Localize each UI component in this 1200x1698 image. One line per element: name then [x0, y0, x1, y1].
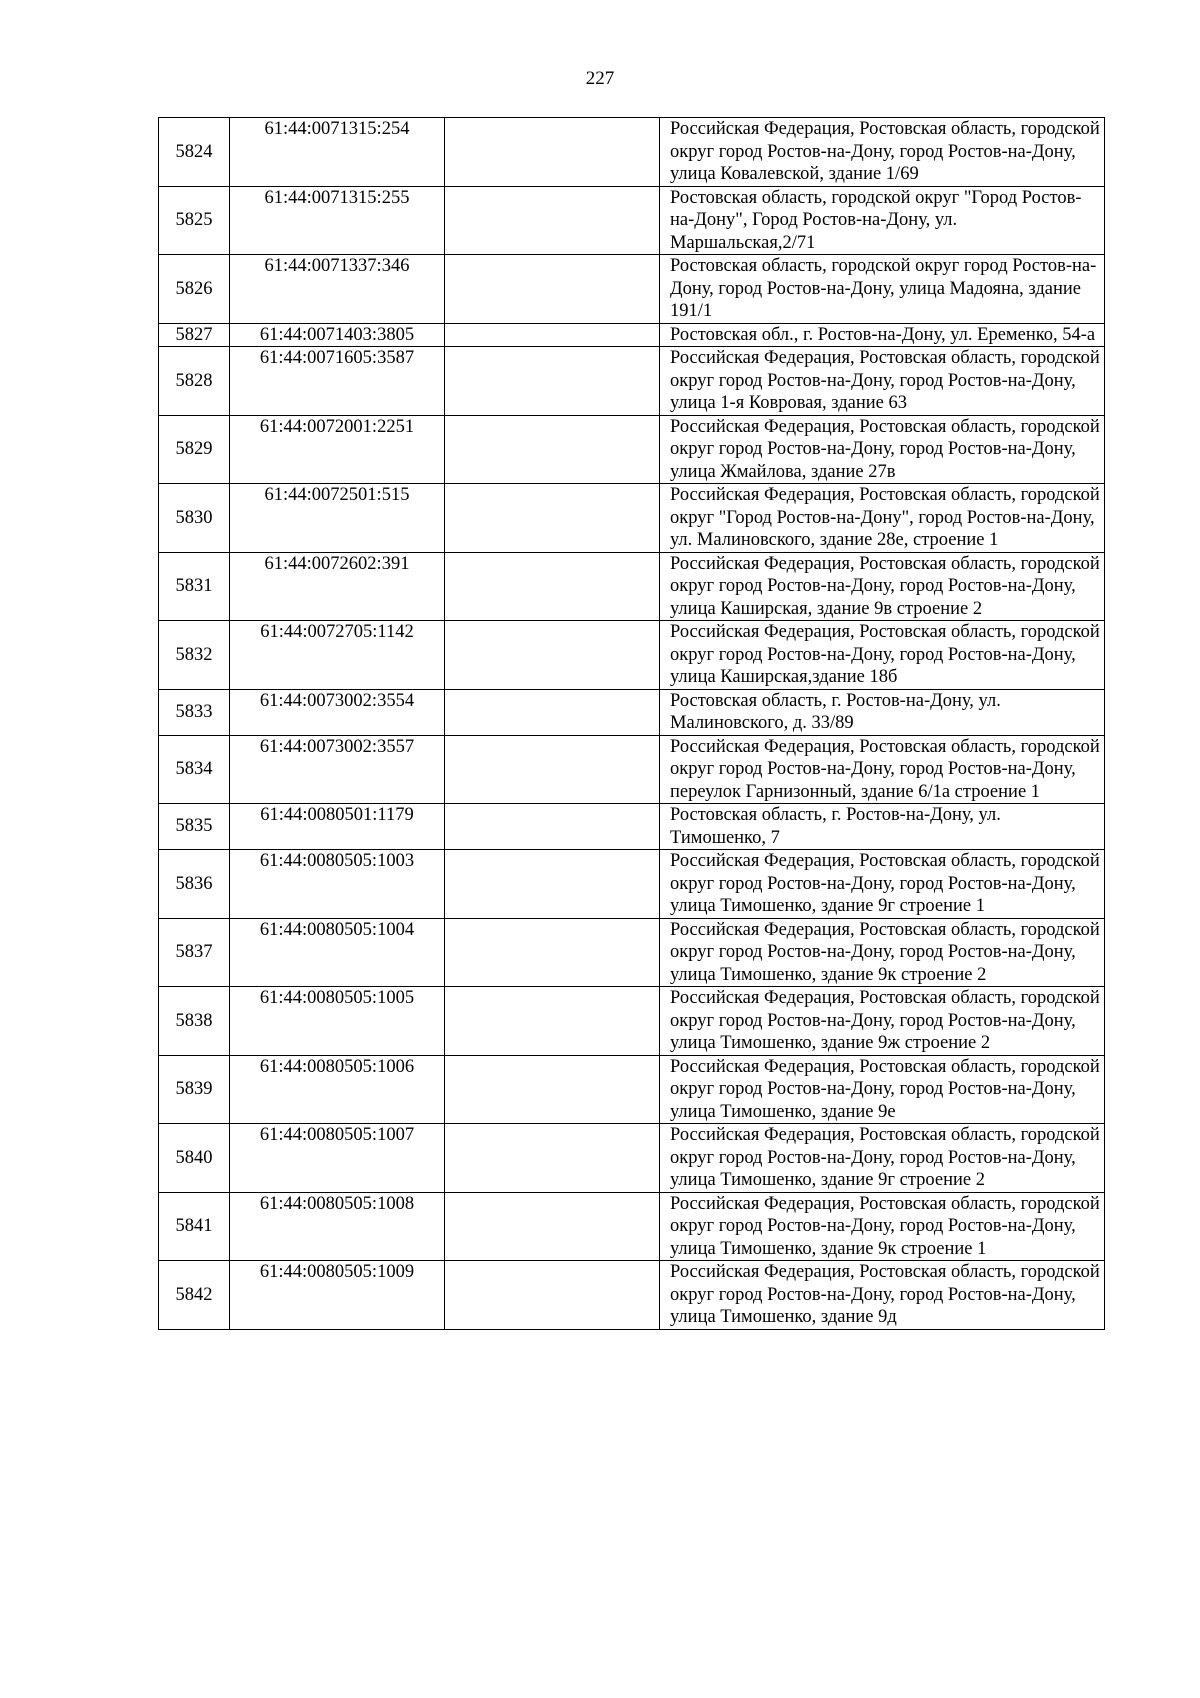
table-row [159, 1055, 1105, 1124]
table-row [159, 804, 1105, 850]
cadastral-number-cell: 61:44:0080505:1008 [230, 1192, 445, 1261]
cadastral-number-cell: 61:44:0071605:3587 [230, 347, 445, 416]
address-cell: Ростовская область, г. Ростов-на-Дону, ул. Тимошенко, 7 [660, 804, 1105, 850]
table-row [159, 850, 1105, 919]
cadastral-number-cell: 61:44:0072001:2251 [230, 415, 445, 484]
cadastral-number-cell: 61:44:0080505:1009 [230, 1261, 445, 1330]
row-number-cell: 5838 [159, 987, 230, 1056]
address-cell: Российская Федерация, Ростовская область, городской округ город Ростов-на-Дону, город Ростов-на-Дону, улица Тимошенко, здание 9г строение 2 [660, 1124, 1105, 1193]
address-cell: Ростовская обл., г. Ростов-на-Дону, ул. Еременко, 54-а [660, 323, 1105, 347]
cadastral-number-cell: 61:44:0072501:515 [230, 484, 445, 553]
empty-cell [445, 918, 660, 987]
empty-cell [445, 415, 660, 484]
registry-table [158, 117, 1105, 1330]
cadastral-number-cell: 61:44:0073002:3557 [230, 735, 445, 804]
table-row [159, 484, 1105, 553]
table-row [159, 186, 1105, 255]
cadastral-number-cell: 61:44:0071315:255 [230, 186, 445, 255]
page-number: 227 [585, 68, 615, 89]
cadastral-number-cell: 61:44:0073002:3554 [230, 689, 445, 735]
table-row [159, 1261, 1105, 1330]
address-cell: Ростовская область, городской округ "Город Ростов-на-Дону", Город Ростов-на-Дону, ул. Маршальская,2/71 [660, 186, 1105, 255]
row-number-cell: 5837 [159, 918, 230, 987]
empty-cell [445, 850, 660, 919]
row-number-cell: 5830 [159, 484, 230, 553]
empty-cell [445, 323, 660, 347]
empty-cell [445, 621, 660, 690]
table-row [159, 918, 1105, 987]
address-cell: Ростовская область, городской округ город Ростов-на-Дону, город Ростов-на-Дону, улица Мадояна, здание 191/1 [660, 255, 1105, 324]
empty-cell [445, 118, 660, 187]
address-cell: Российская Федерация, Ростовская область, городской округ "Город Ростов-на-Дону", город Ростов-на-Дону, ул. Малиновского, здание 28е, строение 1 [660, 484, 1105, 553]
cadastral-number-cell: 61:44:0072602:391 [230, 552, 445, 621]
address-cell: Российская Федерация, Ростовская область, городской округ город Ростов-на-Дону, город Ростов-на-Дону, улица Каширская,здание 18б [660, 621, 1105, 690]
table-row [159, 347, 1105, 416]
empty-cell [445, 1261, 660, 1330]
row-number-cell: 5828 [159, 347, 230, 416]
table-row [159, 415, 1105, 484]
row-number-cell: 5829 [159, 415, 230, 484]
row-number-cell: 5835 [159, 804, 230, 850]
registry-table-body [159, 118, 1105, 1330]
cadastral-number-cell: 61:44:0071315:254 [230, 118, 445, 187]
table-row [159, 118, 1105, 187]
table-row [159, 987, 1105, 1056]
cadastral-number-cell: 61:44:0080505:1007 [230, 1124, 445, 1193]
row-number-cell: 5831 [159, 552, 230, 621]
address-cell: Российская Федерация, Ростовская область, городской округ город Ростов-на-Дону, город Ростов-на-Дону, переулок Гарнизонный, здание 6/1а строение 1 [660, 735, 1105, 804]
address-cell: Российская Федерация, Ростовская область, городской округ город Ростов-на-Дону, город Ростов-на-Дону, улица 1-я Ковровая, здание 63 [660, 347, 1105, 416]
row-number-cell: 5842 [159, 1261, 230, 1330]
empty-cell [445, 255, 660, 324]
cadastral-number-cell: 61:44:0080505:1006 [230, 1055, 445, 1124]
empty-cell [445, 735, 660, 804]
row-number-cell: 5840 [159, 1124, 230, 1193]
row-number-cell: 5832 [159, 621, 230, 690]
empty-cell [445, 552, 660, 621]
table-row [159, 1124, 1105, 1193]
row-number-cell: 5833 [159, 689, 230, 735]
row-number-cell: 5825 [159, 186, 230, 255]
row-number-cell: 5826 [159, 255, 230, 324]
empty-cell [445, 689, 660, 735]
empty-cell [445, 1124, 660, 1193]
empty-cell [445, 484, 660, 553]
empty-cell [445, 1055, 660, 1124]
row-number-cell: 5834 [159, 735, 230, 804]
table-row [159, 689, 1105, 735]
table-row [159, 323, 1105, 347]
empty-cell [445, 347, 660, 416]
row-number-cell: 5827 [159, 323, 230, 347]
empty-cell [445, 804, 660, 850]
cadastral-number-cell: 61:44:0080501:1179 [230, 804, 445, 850]
address-cell: Ростовская область, г. Ростов-на-Дону, ул. Малиновского, д. 33/89 [660, 689, 1105, 735]
address-cell: Российская Федерация, Ростовская область, городской округ город Ростов-на-Дону, город Ростов-на-Дону, улица Ковалевской, здание 1/69 [660, 118, 1105, 187]
table-row [159, 735, 1105, 804]
empty-cell [445, 1192, 660, 1261]
cadastral-number-cell: 61:44:0080505:1003 [230, 850, 445, 919]
row-number-cell: 5841 [159, 1192, 230, 1261]
address-cell: Российская Федерация, Ростовская область, городской округ город Ростов-на-Дону, город Ростов-на-Дону, улица Тимошенко, здание 9к строение 2 [660, 918, 1105, 987]
row-number-cell: 5824 [159, 118, 230, 187]
cadastral-number-cell: 61:44:0072705:1142 [230, 621, 445, 690]
address-cell: Российская Федерация, Ростовская область, городской округ город Ростов-на-Дону, город Ростов-на-Дону, улица Каширская, здание 9в строение 2 [660, 552, 1105, 621]
address-cell: Российская Федерация, Ростовская область, городской округ город Ростов-на-Дону, город Ростов-на-Дону, улица Тимошенко, здание 9ж строение 2 [660, 987, 1105, 1056]
table-row [159, 621, 1105, 690]
cadastral-number-cell: 61:44:0080505:1004 [230, 918, 445, 987]
empty-cell [445, 186, 660, 255]
address-cell: Российская Федерация, Ростовская область, городской округ город Ростов-на-Дону, город Ростов-на-Дону, улица Тимошенко, здание 9к строение 1 [660, 1192, 1105, 1261]
cadastral-number-cell: 61:44:0080505:1005 [230, 987, 445, 1056]
cadastral-number-cell: 61:44:0071337:346 [230, 255, 445, 324]
row-number-cell: 5836 [159, 850, 230, 919]
address-cell: Российская Федерация, Ростовская область, городской округ город Ростов-на-Дону, город Ростов-на-Дону, улица Тимошенко, здание 9е [660, 1055, 1105, 1124]
empty-cell [445, 987, 660, 1056]
table-row [159, 552, 1105, 621]
address-cell: Российская Федерация, Ростовская область, городской округ город Ростов-на-Дону, город Ростов-на-Дону, улица Тимошенко, здание 9г строение 1 [660, 850, 1105, 919]
table-row [159, 1192, 1105, 1261]
address-cell: Российская Федерация, Ростовская область, городской округ город Ростов-на-Дону, город Ростов-на-Дону, улица Жмайлова, здание 27в [660, 415, 1105, 484]
cadastral-number-cell: 61:44:0071403:3805 [230, 323, 445, 347]
address-cell: Российская Федерация, Ростовская область, городской округ город Ростов-на-Дону, город Ростов-на-Дону, улица Тимошенко, здание 9д [660, 1261, 1105, 1330]
table-row [159, 255, 1105, 324]
row-number-cell: 5839 [159, 1055, 230, 1124]
